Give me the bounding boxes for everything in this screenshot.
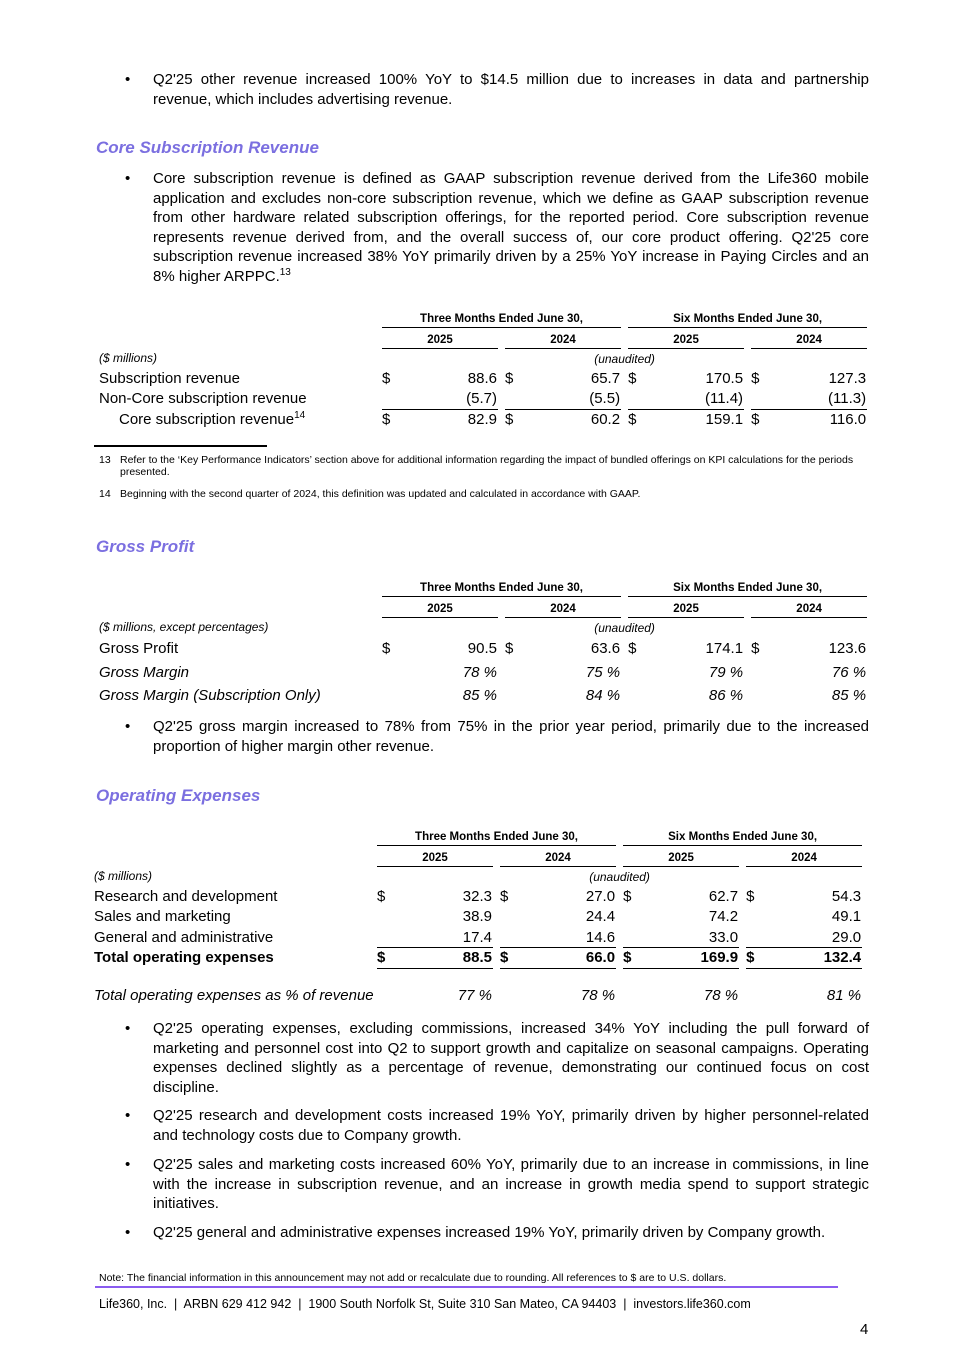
- spacer-cell: [616, 907, 623, 928]
- currency-symbol: $: [505, 369, 514, 387]
- footnote-divider: [94, 445, 267, 447]
- cell-value: 169.9: [643, 948, 739, 969]
- year-header: 2024: [500, 846, 616, 867]
- bullet-icon: •: [125, 718, 131, 735]
- currency-symbol: [623, 968, 643, 1004]
- year-header: 2024: [505, 328, 621, 349]
- cell-value: 17.4: [462, 928, 492, 946]
- currency-symbol: $: [623, 887, 632, 905]
- spacer-cell: [744, 409, 751, 430]
- spacer-cell: [616, 824, 623, 846]
- cell-value: 76 %: [831, 663, 867, 681]
- opex-bullet-4: • Q2'25 general and administrative expenses increased 19% YoY, primarily driven by Company growth.: [125, 1224, 826, 1241]
- unaudited-label: (unaudited): [589, 869, 650, 884]
- row-label-text: Total operating expenses: [94, 949, 274, 967]
- row-label: [95, 684, 382, 708]
- row-label: [95, 409, 382, 430]
- cell-value: 77 %: [457, 987, 492, 1004]
- cell-value: 81 %: [826, 987, 862, 1004]
- spacer-cell: [493, 968, 500, 1004]
- spacer-cell: [621, 661, 628, 685]
- row-label-text: Core subscription revenue: [119, 410, 295, 428]
- spacer-cell: [739, 846, 746, 867]
- currency-symbol: [746, 907, 766, 928]
- spacer-cell: [498, 368, 505, 389]
- spacer-cell: [744, 328, 751, 349]
- currency-symbol: [500, 927, 520, 948]
- spacer-cell: [739, 968, 746, 1004]
- row-label-text: Gross Margin (Subscription Only): [99, 687, 321, 705]
- gross-profit-table: [95, 575, 867, 708]
- table-row: [95, 389, 867, 410]
- unit-label: ($ millions): [99, 351, 158, 366]
- cell-value: 88.6: [467, 369, 497, 387]
- spacer-cell: [95, 328, 382, 349]
- spacer-cell: [498, 684, 505, 708]
- other-revenue-bullet: • Q2'25 other revenue increased 100% YoY to $14.5 million due to increases in data and partnership revenue, which includes advertising revenue.: [125, 71, 869, 108]
- spacer-cell: [744, 684, 751, 708]
- bullet-icon: •: [125, 1020, 131, 1037]
- row-label-text: Gross Margin: [99, 663, 190, 681]
- spacer-cell: [621, 409, 628, 430]
- spacer-cell: [90, 824, 377, 846]
- currency-symbol: $: [623, 948, 643, 969]
- spacer-cell: [616, 886, 623, 907]
- year-header-row: [95, 328, 867, 349]
- currency-symbol: $: [500, 887, 509, 905]
- row-label-text: Gross Profit: [99, 640, 179, 658]
- spacer-cell: [616, 948, 623, 969]
- column-group-header: Six Months Ended June 30,: [623, 824, 862, 846]
- column-group-header: Three Months Ended June 30,: [382, 575, 621, 597]
- column-group-header: Three Months Ended June 30,: [382, 306, 621, 328]
- group-header-row: [95, 306, 867, 328]
- table-row: [90, 907, 862, 928]
- bullet-icon: •: [125, 71, 131, 88]
- bullet-icon: •: [125, 1107, 131, 1124]
- cell-value: 14.6: [585, 928, 616, 946]
- cell-value: 29.0: [831, 928, 862, 946]
- footnote-13: 13 Refer to the ‘Key Performance Indicators’ section above for additional information regarding the impact of bundled offerings on KPI calculations for the periods presented.: [99, 454, 854, 478]
- cell-value: 74.2: [708, 908, 739, 926]
- spacer-cell: [744, 661, 751, 685]
- currency-symbol: [751, 389, 771, 410]
- cell-value: 32.3: [462, 887, 492, 905]
- unit-label: ($ millions, except percentages): [99, 620, 269, 635]
- spacer-cell: [739, 927, 746, 948]
- cell-value: 132.4: [766, 948, 862, 969]
- spacer-cell: [95, 575, 382, 597]
- cell-value: 78 %: [462, 663, 497, 681]
- cell-value: 78 %: [580, 987, 616, 1004]
- column-group-header: Three Months Ended June 30,: [377, 824, 616, 846]
- section-heading-core: Core Subscription Revenue: [96, 138, 319, 157]
- opex-bullet-3: • Q2'25 sales and marketing costs increased 60% YoY, primarily due to an increase in commissions, in line with the increase in subscription revenue, and an increase in growth media spend to support strategic initiatives.: [125, 1156, 869, 1212]
- group-header-row: [95, 575, 867, 597]
- currency-symbol: $: [382, 369, 391, 387]
- currency-symbol: $: [377, 948, 397, 969]
- table-row: [90, 948, 862, 969]
- bullet-icon: •: [125, 170, 131, 187]
- spacer-cell: [744, 597, 751, 618]
- currency-symbol: $: [746, 948, 766, 969]
- footnote-ref[interactable]: 13: [279, 266, 291, 278]
- row-label-text: Research and development: [94, 887, 278, 905]
- currency-symbol: [746, 927, 766, 948]
- cell-value: 75 %: [585, 663, 621, 681]
- currency-symbol: $: [751, 640, 760, 658]
- row-label: [90, 886, 377, 907]
- currency-symbol: $: [377, 887, 386, 905]
- year-header: 2025: [382, 597, 498, 618]
- year-header-row: [95, 597, 867, 618]
- row-label-text: Subscription revenue: [99, 369, 240, 387]
- currency-symbol: $: [382, 640, 391, 658]
- cell-value: 27.0: [585, 887, 616, 905]
- cell-value: 60.2: [525, 409, 621, 430]
- spacer-cell: [739, 907, 746, 928]
- year-header: 2024: [751, 597, 867, 618]
- cell-value: (11.3): [828, 390, 867, 407]
- currency-symbol: $: [628, 409, 648, 430]
- spacer-cell: [498, 328, 505, 349]
- spacer-cell: [739, 886, 746, 907]
- currency-symbol: [382, 684, 402, 708]
- row-label: [95, 389, 382, 410]
- table-row: [90, 927, 862, 948]
- cell-value: 78 %: [703, 987, 739, 1004]
- row-label: [95, 637, 382, 661]
- cell-value: 84 %: [585, 687, 621, 705]
- column-group-header: Six Months Ended June 30,: [628, 306, 867, 328]
- page-number: 4: [860, 1321, 869, 1338]
- spacer-cell: [739, 948, 746, 969]
- cell-value: 66.0: [520, 948, 616, 969]
- cell-value: (5.7): [466, 390, 497, 407]
- spacer-cell: [498, 389, 505, 410]
- opex-bullet-1: • Q2'25 operating expenses, excluding commissions, increased 34% YoY including the pull forward of marketing and personnel cost into Q2 to support growth and capitalize on seasonal campaigns. Operating expenses declined slightly as a percentage of revenue, demonstrating our continued focus on cost discipline.: [125, 1020, 869, 1096]
- currency-symbol: [377, 907, 397, 928]
- currency-symbol: $: [628, 640, 637, 658]
- currency-symbol: $: [505, 640, 514, 658]
- spacer-cell: [621, 597, 628, 618]
- cell-value: 86 %: [708, 687, 744, 705]
- currency-symbol: $: [382, 409, 402, 430]
- currency-symbol: [500, 907, 520, 928]
- spacer-cell: [498, 637, 505, 661]
- currency-symbol: [505, 684, 525, 708]
- row-label-text: Non-Core subscription revenue: [99, 390, 307, 408]
- cell-value: 90.5: [467, 640, 497, 658]
- cell-value: 127.3: [828, 369, 867, 387]
- spacer-cell: [498, 409, 505, 430]
- row-label: [95, 661, 382, 685]
- core-subscription-table: [95, 306, 867, 430]
- table-row: [90, 886, 862, 907]
- spacer-cell: [621, 389, 628, 410]
- cell-value: 159.1: [648, 409, 744, 430]
- unaudited-label: (unaudited): [594, 351, 655, 366]
- cell-value: 62.7: [708, 887, 739, 905]
- currency-symbol: [628, 389, 648, 410]
- section-heading-opex: Operating Expenses: [96, 786, 261, 805]
- currency-symbol: [623, 927, 643, 948]
- unit-row: [95, 618, 867, 638]
- spacer-cell: [95, 597, 382, 618]
- year-header: 2025: [628, 597, 744, 618]
- currency-symbol: [746, 968, 766, 1004]
- cell-value: 24.4: [585, 908, 616, 926]
- year-header: 2025: [377, 846, 493, 867]
- year-header: 2025: [382, 328, 498, 349]
- footnote-14: 14 Beginning with the second quarter of 2024, this definition was updated and calculated in accordance with GAAP.: [99, 488, 641, 500]
- year-header: 2024: [505, 597, 621, 618]
- cell-value: (5.5): [589, 390, 621, 407]
- cell-value: (11.4): [704, 390, 744, 407]
- row-label: [90, 948, 377, 969]
- row-label-text: Sales and marketing: [94, 908, 231, 926]
- rounding-note: Note: The financial information in this announcement may not add or recalculate due to rounding. All references to $ are to U.S. dollars.: [99, 1272, 727, 1284]
- table-row: [95, 368, 867, 389]
- currency-symbol: [505, 661, 525, 685]
- cell-value: 123.6: [828, 640, 867, 658]
- cell-value: 65.7: [590, 369, 621, 387]
- spacer-cell: [493, 907, 500, 928]
- year-header: 2025: [623, 846, 739, 867]
- column-group-header: Six Months Ended June 30,: [628, 575, 867, 597]
- row-label: [95, 368, 382, 389]
- currency-symbol: [382, 661, 402, 685]
- spacer-cell: [616, 846, 623, 867]
- operating-expenses-table: [90, 824, 862, 1004]
- currency-symbol: [505, 389, 525, 410]
- footnote-ref[interactable]: 14: [294, 409, 306, 421]
- row-label: [90, 927, 377, 948]
- cell-value: 49.1: [831, 908, 862, 926]
- year-header: 2025: [628, 328, 744, 349]
- row-label: [90, 907, 377, 928]
- spacer-cell: [498, 661, 505, 685]
- currency-symbol: $: [628, 369, 637, 387]
- year-header: 2024: [751, 328, 867, 349]
- spacer-cell: [493, 948, 500, 969]
- spacer-cell: [493, 846, 500, 867]
- unit-label: ($ millions): [94, 869, 153, 884]
- cell-value: 85 %: [831, 687, 867, 705]
- year-header: 2024: [746, 846, 862, 867]
- currency-symbol: [382, 389, 402, 410]
- spacer-cell: [744, 368, 751, 389]
- cell-value: 38.9: [462, 908, 492, 926]
- spacer-cell: [621, 368, 628, 389]
- currency-symbol: [751, 661, 771, 685]
- currency-symbol: [623, 907, 643, 928]
- spacer-cell: [616, 968, 623, 1004]
- spacer-cell: [95, 306, 382, 328]
- unit-row: [95, 349, 867, 369]
- currency-symbol: $: [751, 409, 771, 430]
- unit-row: [90, 867, 862, 887]
- spacer-cell: [744, 637, 751, 661]
- currency-symbol: [628, 661, 648, 685]
- cell-value: 88.5: [397, 948, 493, 969]
- table-row: [90, 968, 862, 1004]
- table-row: [95, 684, 867, 708]
- spacer-cell: [621, 306, 628, 328]
- spacer-cell: [744, 389, 751, 410]
- company-footer: Life360, Inc. | ARBN 629 412 942 | 1900 South Norfolk St, Suite 310 San Mateo, CA 94403 | investors.life360.com: [99, 1297, 751, 1311]
- spacer-cell: [498, 597, 505, 618]
- cell-value: 54.3: [831, 887, 862, 905]
- currency-symbol: $: [746, 887, 755, 905]
- currency-symbol: [628, 684, 648, 708]
- row-label: [90, 968, 377, 1004]
- cell-value: 116.0: [771, 409, 867, 430]
- table-row: [95, 661, 867, 685]
- currency-symbol: [377, 968, 397, 1004]
- spacer-cell: [621, 637, 628, 661]
- table-row: [95, 409, 867, 430]
- core-subscription-bullet: • Core subscription revenue is defined as GAAP subscription revenue derived from the Life360 mobile application and excludes non-core subscription revenue, which we define as GAAP subscription revenue from other hardware related subscription offerings, for the reported period. Core subscription revenue represents revenue derived from, and the overall success of, our core product offering. Q2'25 core subscription revenue increased 38% YoY primarily driven by a 25% YoY increase in Paying Circles and an 8% higher ARPPC.$^{13}$: [125, 170, 869, 285]
- bullet-icon: •: [125, 1156, 131, 1173]
- currency-symbol: [377, 927, 397, 948]
- footer-divider: [95, 1286, 838, 1288]
- gross-margin-bullet: • Q2'25 gross margin increased to 78% from 75% in the prior year period, primarily due to the increased proportion of higher margin other revenue.: [125, 718, 869, 755]
- unaudited-label: (unaudited): [594, 620, 655, 635]
- section-heading-gross-profit: Gross Profit: [96, 537, 195, 556]
- group-header-row: [90, 824, 862, 846]
- spacer-cell: [621, 575, 628, 597]
- currency-symbol: $: [500, 948, 520, 969]
- currency-symbol: $: [751, 369, 760, 387]
- spacer-cell: [616, 927, 623, 948]
- bullet-icon: •: [125, 1224, 131, 1241]
- spacer-cell: [621, 684, 628, 708]
- spacer-cell: [90, 846, 377, 867]
- opex-bullet-2: • Q2'25 research and development costs increased 19% YoY, primarily driven by higher personnel-related and technology costs due to Company growth.: [125, 1107, 869, 1144]
- cell-value: 170.5: [705, 369, 744, 387]
- row-label-text: Total operating expenses as % of revenue: [94, 987, 374, 1004]
- spacer-cell: [493, 927, 500, 948]
- spacer-cell: [621, 328, 628, 349]
- table-row: [95, 637, 867, 661]
- cell-value: 33.0: [708, 928, 739, 946]
- currency-symbol: [751, 684, 771, 708]
- cell-value: 63.6: [590, 640, 621, 658]
- cell-value: 79 %: [708, 663, 744, 681]
- cell-value: 174.1: [705, 640, 744, 658]
- currency-symbol: $: [505, 409, 525, 430]
- row-label-text: General and administrative: [94, 928, 274, 946]
- spacer-cell: [493, 886, 500, 907]
- currency-symbol: [500, 968, 520, 1004]
- cell-value: 85 %: [462, 687, 497, 705]
- year-header-row: [90, 846, 862, 867]
- cell-value: 82.9: [402, 409, 498, 430]
